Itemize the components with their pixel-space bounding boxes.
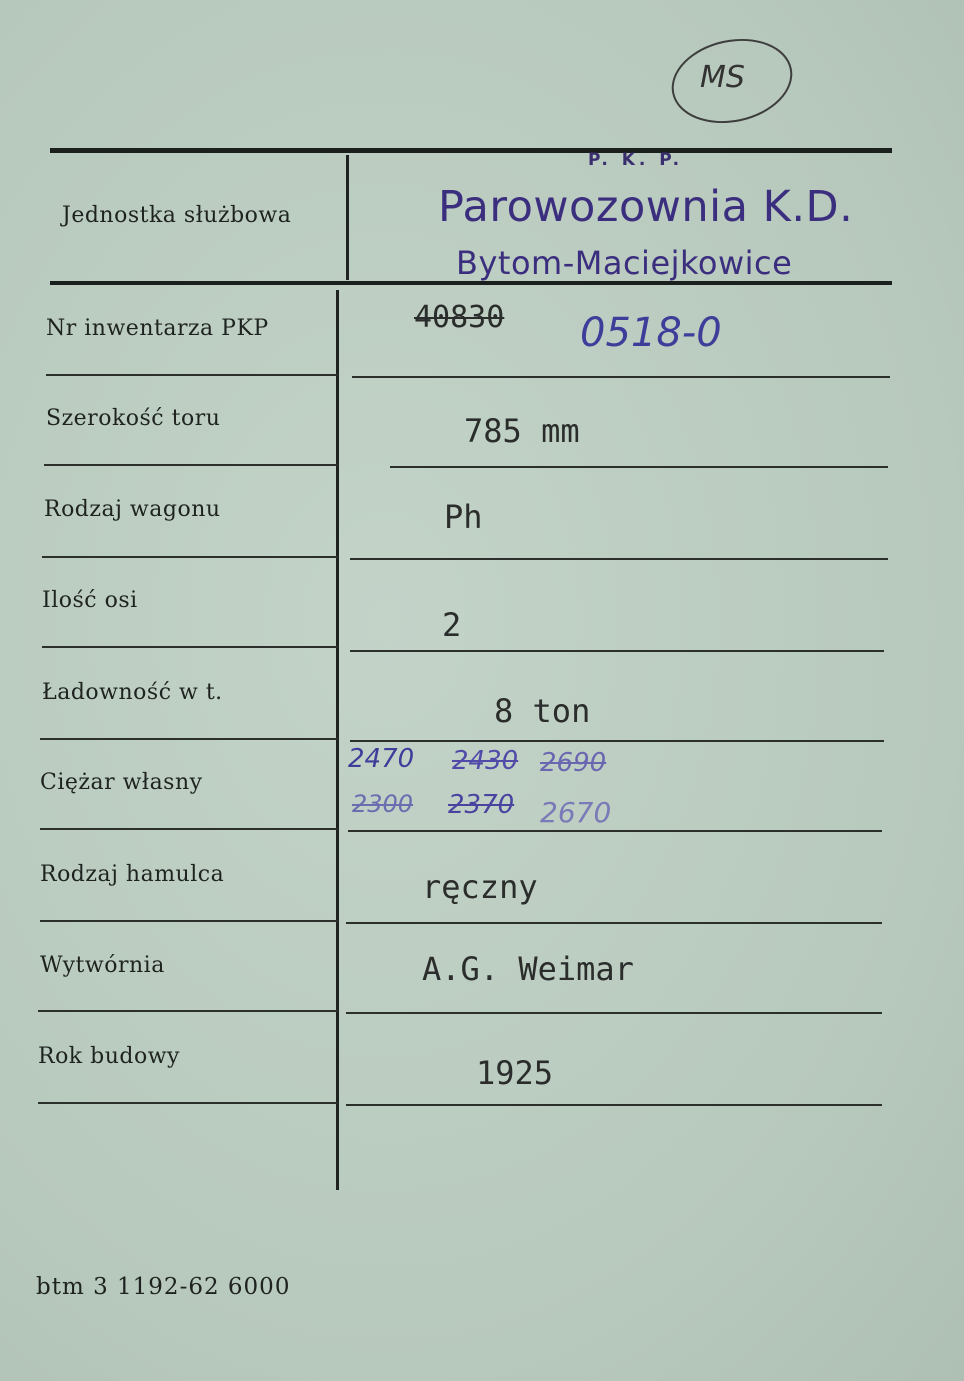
wagon-type-value: Ph [444,498,483,536]
row-rule [346,922,882,924]
corner-mark-text: MS [700,60,745,95]
weight-value-current: 2670 [540,796,612,829]
brake-value: ręczny [422,868,538,906]
inventory-new-value: 0518-0 [580,310,722,356]
weight-value-struck-4: 2300 [352,790,414,818]
print-code: btm 3 1192-62 6000 [36,1274,291,1300]
row-rule [42,646,338,648]
weight-value-struck-5: 2370 [448,790,515,820]
top-rule [50,148,892,153]
row-rule [40,828,338,830]
row-rule [350,558,888,560]
row-rule [390,466,888,468]
brake-label: Rodzaj hamulca [40,862,225,887]
unit-label: Jednostka służbowa [62,203,292,228]
weight-value-struck-3: 2690 [540,748,607,778]
axles-label: Ilość osi [42,588,138,613]
column-divider [336,290,339,1190]
weight-value-struck-2: 2430 [452,746,519,776]
maker-label: Wytwórnia [40,953,165,978]
column-divider-top [346,155,349,280]
wagon-type-label: Rodzaj wagonu [44,497,221,522]
row-rule [352,376,890,378]
row-rule [346,1104,882,1106]
maker-value: A.G. Weimar [422,950,634,988]
stamp-name: Parowozownia K.D. [438,182,854,232]
axles-value: 2 [442,606,462,644]
weight-label: Ciężar własny [40,770,203,795]
row-rule [38,1010,338,1012]
row-rule [40,738,338,740]
gauge-label: Szerokość toru [46,406,221,431]
stamp-location: Bytom-Maciejkowice [456,244,793,282]
row-rule [42,556,338,558]
row-rule [350,650,884,652]
row-rule [44,464,338,466]
inventory-label: Nr inwentarza PKP [46,316,269,341]
stamp-header: P. K. P. [588,150,684,170]
inventory-old-value: 40830 [414,300,505,335]
row-rule [38,1102,338,1104]
row-rule [348,830,882,832]
year-label: Rok budowy [38,1044,180,1069]
capacity-label: Ładowność w t. [42,680,223,705]
row-rule [350,740,884,742]
gauge-value: 785 mm [464,412,580,450]
row-rule [346,1012,882,1014]
weight-value-struck-1: 2470 [348,744,415,774]
year-value: 1925 [476,1054,554,1092]
capacity-value: 8 ton [494,692,591,730]
row-rule [46,374,338,376]
row-rule [40,920,338,922]
